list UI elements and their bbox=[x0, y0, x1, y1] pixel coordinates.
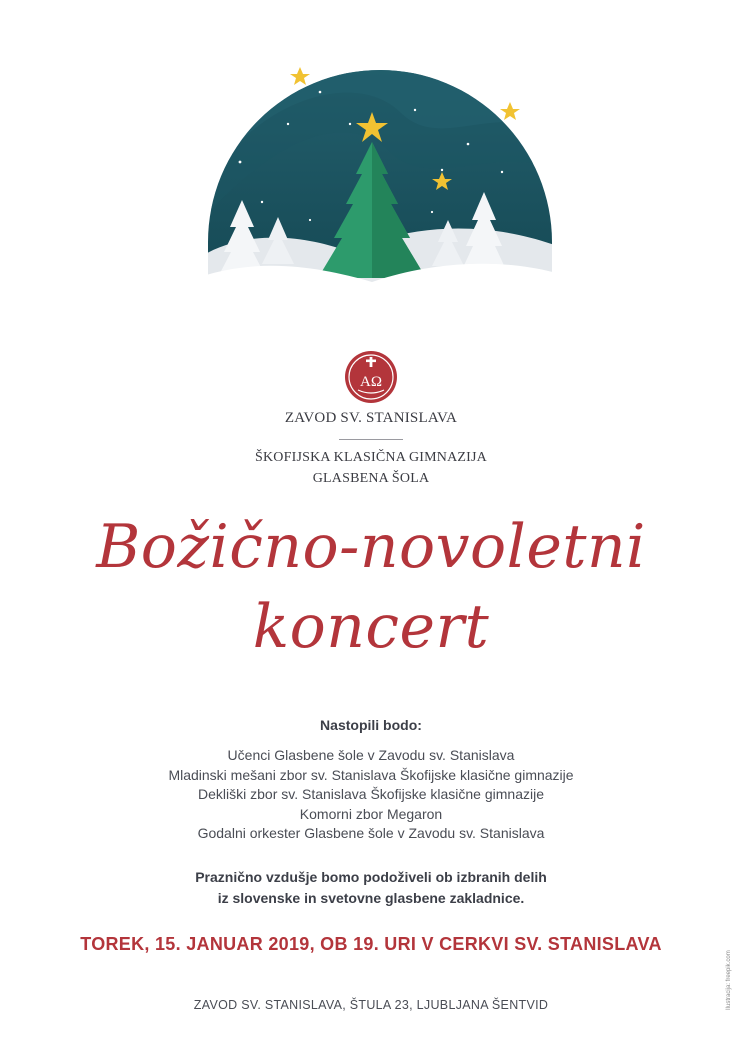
illustration-credit: Ilustracija: freepik.com bbox=[726, 950, 732, 1010]
school-name-gymnasium: ŠKOFIJSKA KLASIČNA GIMNAZIJA bbox=[255, 450, 487, 465]
performer-item: Komorni zbor Megaron bbox=[299, 805, 443, 822]
institution-name: ZAVOD SV. STANISLAVA bbox=[284, 410, 458, 426]
divider bbox=[339, 439, 403, 440]
program-note-line-2: iz slovenske in svetovne glasbene zakladnice. bbox=[217, 890, 525, 906]
performer-item: Mladinski mešani zbor sv. Stanislava Škofijske klasične gimnazije bbox=[168, 766, 574, 783]
concert-title-line-2: koncert bbox=[252, 592, 490, 662]
cross-alpha-omega-emblem-icon bbox=[344, 350, 398, 404]
christmas-tree-illustration bbox=[200, 52, 560, 312]
performer-item: Godalni orkester Glasbene šole v Zavodu sv. Stanislava bbox=[197, 825, 545, 842]
event-date-location: TOREK, 15. JANUAR 2019, OB 19. URI V CERKVI SV. STANISLAVA bbox=[80, 934, 662, 954]
program-note-line-1: Praznično vzdušje bomo podoživeli ob izbranih delih bbox=[195, 869, 547, 885]
emblem-symbol: AΩ bbox=[360, 374, 382, 390]
performers-heading: Nastopili bodo: bbox=[320, 717, 422, 733]
performer-item: Dekliški zbor sv. Stanislava Škofijske klasične gimnazije bbox=[198, 786, 544, 803]
performer-item: Učenci Glasbene šole v Zavodu sv. Stanislava bbox=[227, 747, 515, 763]
address: ZAVOD SV. STANISLAVA, ŠTULA 23, LJUBLJANA ŠENTVID bbox=[193, 998, 549, 1012]
performers-list bbox=[0, 746, 742, 844]
concert-title-line-1: Božično-novoletni bbox=[96, 512, 646, 582]
school-name-music: GLASBENA ŠOLA bbox=[312, 471, 430, 486]
